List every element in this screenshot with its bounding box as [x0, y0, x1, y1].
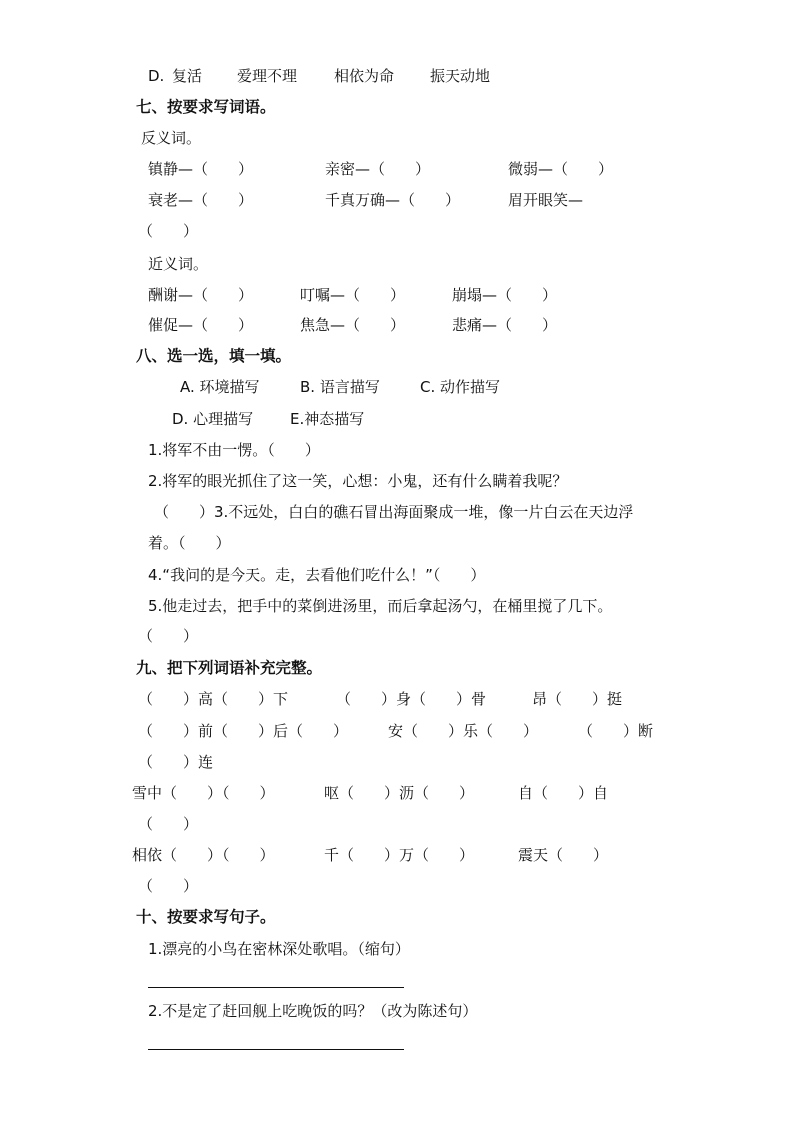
idiom-item: （ ）断	[578, 722, 654, 740]
antonym-item: 亲密—（ ）	[325, 160, 431, 178]
antonym-item: 眉开眼笑—	[508, 191, 584, 209]
idiom-item: 呕（ ）沥（ ）	[324, 784, 475, 802]
option-d-label: D.	[148, 67, 165, 85]
idiom-item: 相依（ ）（ ）	[132, 846, 275, 864]
option-word: 爱理不理	[237, 67, 298, 85]
idiom-item: 震天（ ）	[518, 846, 609, 864]
synonym-item: 催促—（ ）	[148, 316, 254, 334]
answer-line[interactable]	[148, 1049, 404, 1050]
option-word: 振天动地	[430, 67, 491, 85]
description-option: E.神态描写	[290, 410, 365, 428]
option-word: 相依为命	[334, 67, 395, 85]
section-title-9: 九、把下列词语补充完整。	[136, 659, 323, 677]
idiom-item: （ ）高（ ）下	[138, 690, 289, 708]
antonym-item: 镇静—（ ）	[148, 160, 254, 178]
antonym-item-cont: （ ）	[138, 222, 199, 240]
sentence-task: 1.漂亮的小鸟在密林深处歌唱。（缩句）	[148, 940, 410, 958]
synonym-item: 崩塌—（ ）	[452, 286, 558, 304]
option-word: 复活	[172, 67, 203, 85]
question-item: 2.将军的眼光抓住了这一笑，心想：小鬼，还有什么瞒着我呢？	[148, 472, 568, 490]
antonym-item: 微弱—（ ）	[508, 160, 614, 178]
synonym-item: 悲痛—（ ）	[452, 316, 558, 334]
question-item-cont: （ ）	[138, 627, 199, 645]
idiom-item-cont: （ ）	[138, 877, 199, 895]
synonym-item: 叮嘱—（ ）	[300, 286, 406, 304]
idiom-item: 千（ ）万（ ）	[324, 846, 475, 864]
antonym-label: 反义词。	[141, 129, 202, 147]
idiom-item-cont: （ ）	[138, 815, 199, 833]
question-item: 1.将军不由一愣。（ ）	[148, 441, 320, 459]
section-title-7: 七、按要求写词语。	[136, 98, 276, 116]
description-option: B. 语言描写	[300, 378, 380, 396]
description-option: D. 心理描写	[172, 410, 254, 428]
question-item-cont: 着。（ ）	[148, 534, 231, 552]
section-title-10: 十、按要求写句子。	[136, 908, 276, 926]
idiom-item: 昂（ ）挺	[532, 690, 623, 708]
sentence-task: 2.不是定了赶回舰上吃晚饭的吗？（改为陈述句）	[148, 1002, 478, 1020]
idiom-item: 安（ ）乐（ ）	[388, 722, 539, 740]
synonym-label: 近义词。	[148, 255, 209, 273]
question-item: （ ）3.不远处，白白的礁石冒出海面聚成一堆，像一片白云在天边浮	[154, 503, 634, 521]
section-title-8: 八、选一选，填一填。	[136, 347, 292, 365]
antonym-item: 衰老—（ ）	[148, 191, 254, 209]
description-option: C. 动作描写	[420, 378, 501, 396]
question-item: 5.他走过去，把手中的菜倒进汤里，而后拿起汤勺，在桶里搅了几下。	[148, 597, 613, 615]
synonym-item: 酬谢—（ ）	[148, 286, 254, 304]
idiom-item: （ ）前（ ）后（ ）	[138, 722, 349, 740]
idiom-item: （ ）身（ ）骨	[336, 690, 487, 708]
idiom-item: 雪中（ ）（ ）	[132, 784, 275, 802]
question-item: 4.“我问的是今天。走，去看他们吃什么！”（ ）	[148, 566, 486, 584]
description-option: A. 环境描写	[180, 378, 260, 396]
synonym-item: 焦急—（ ）	[300, 316, 406, 334]
idiom-item-cont: （ ）连	[138, 753, 214, 771]
antonym-item: 千真万确—（ ）	[325, 191, 461, 209]
answer-line[interactable]	[148, 987, 404, 988]
idiom-item: 自（ ）自	[518, 784, 609, 802]
